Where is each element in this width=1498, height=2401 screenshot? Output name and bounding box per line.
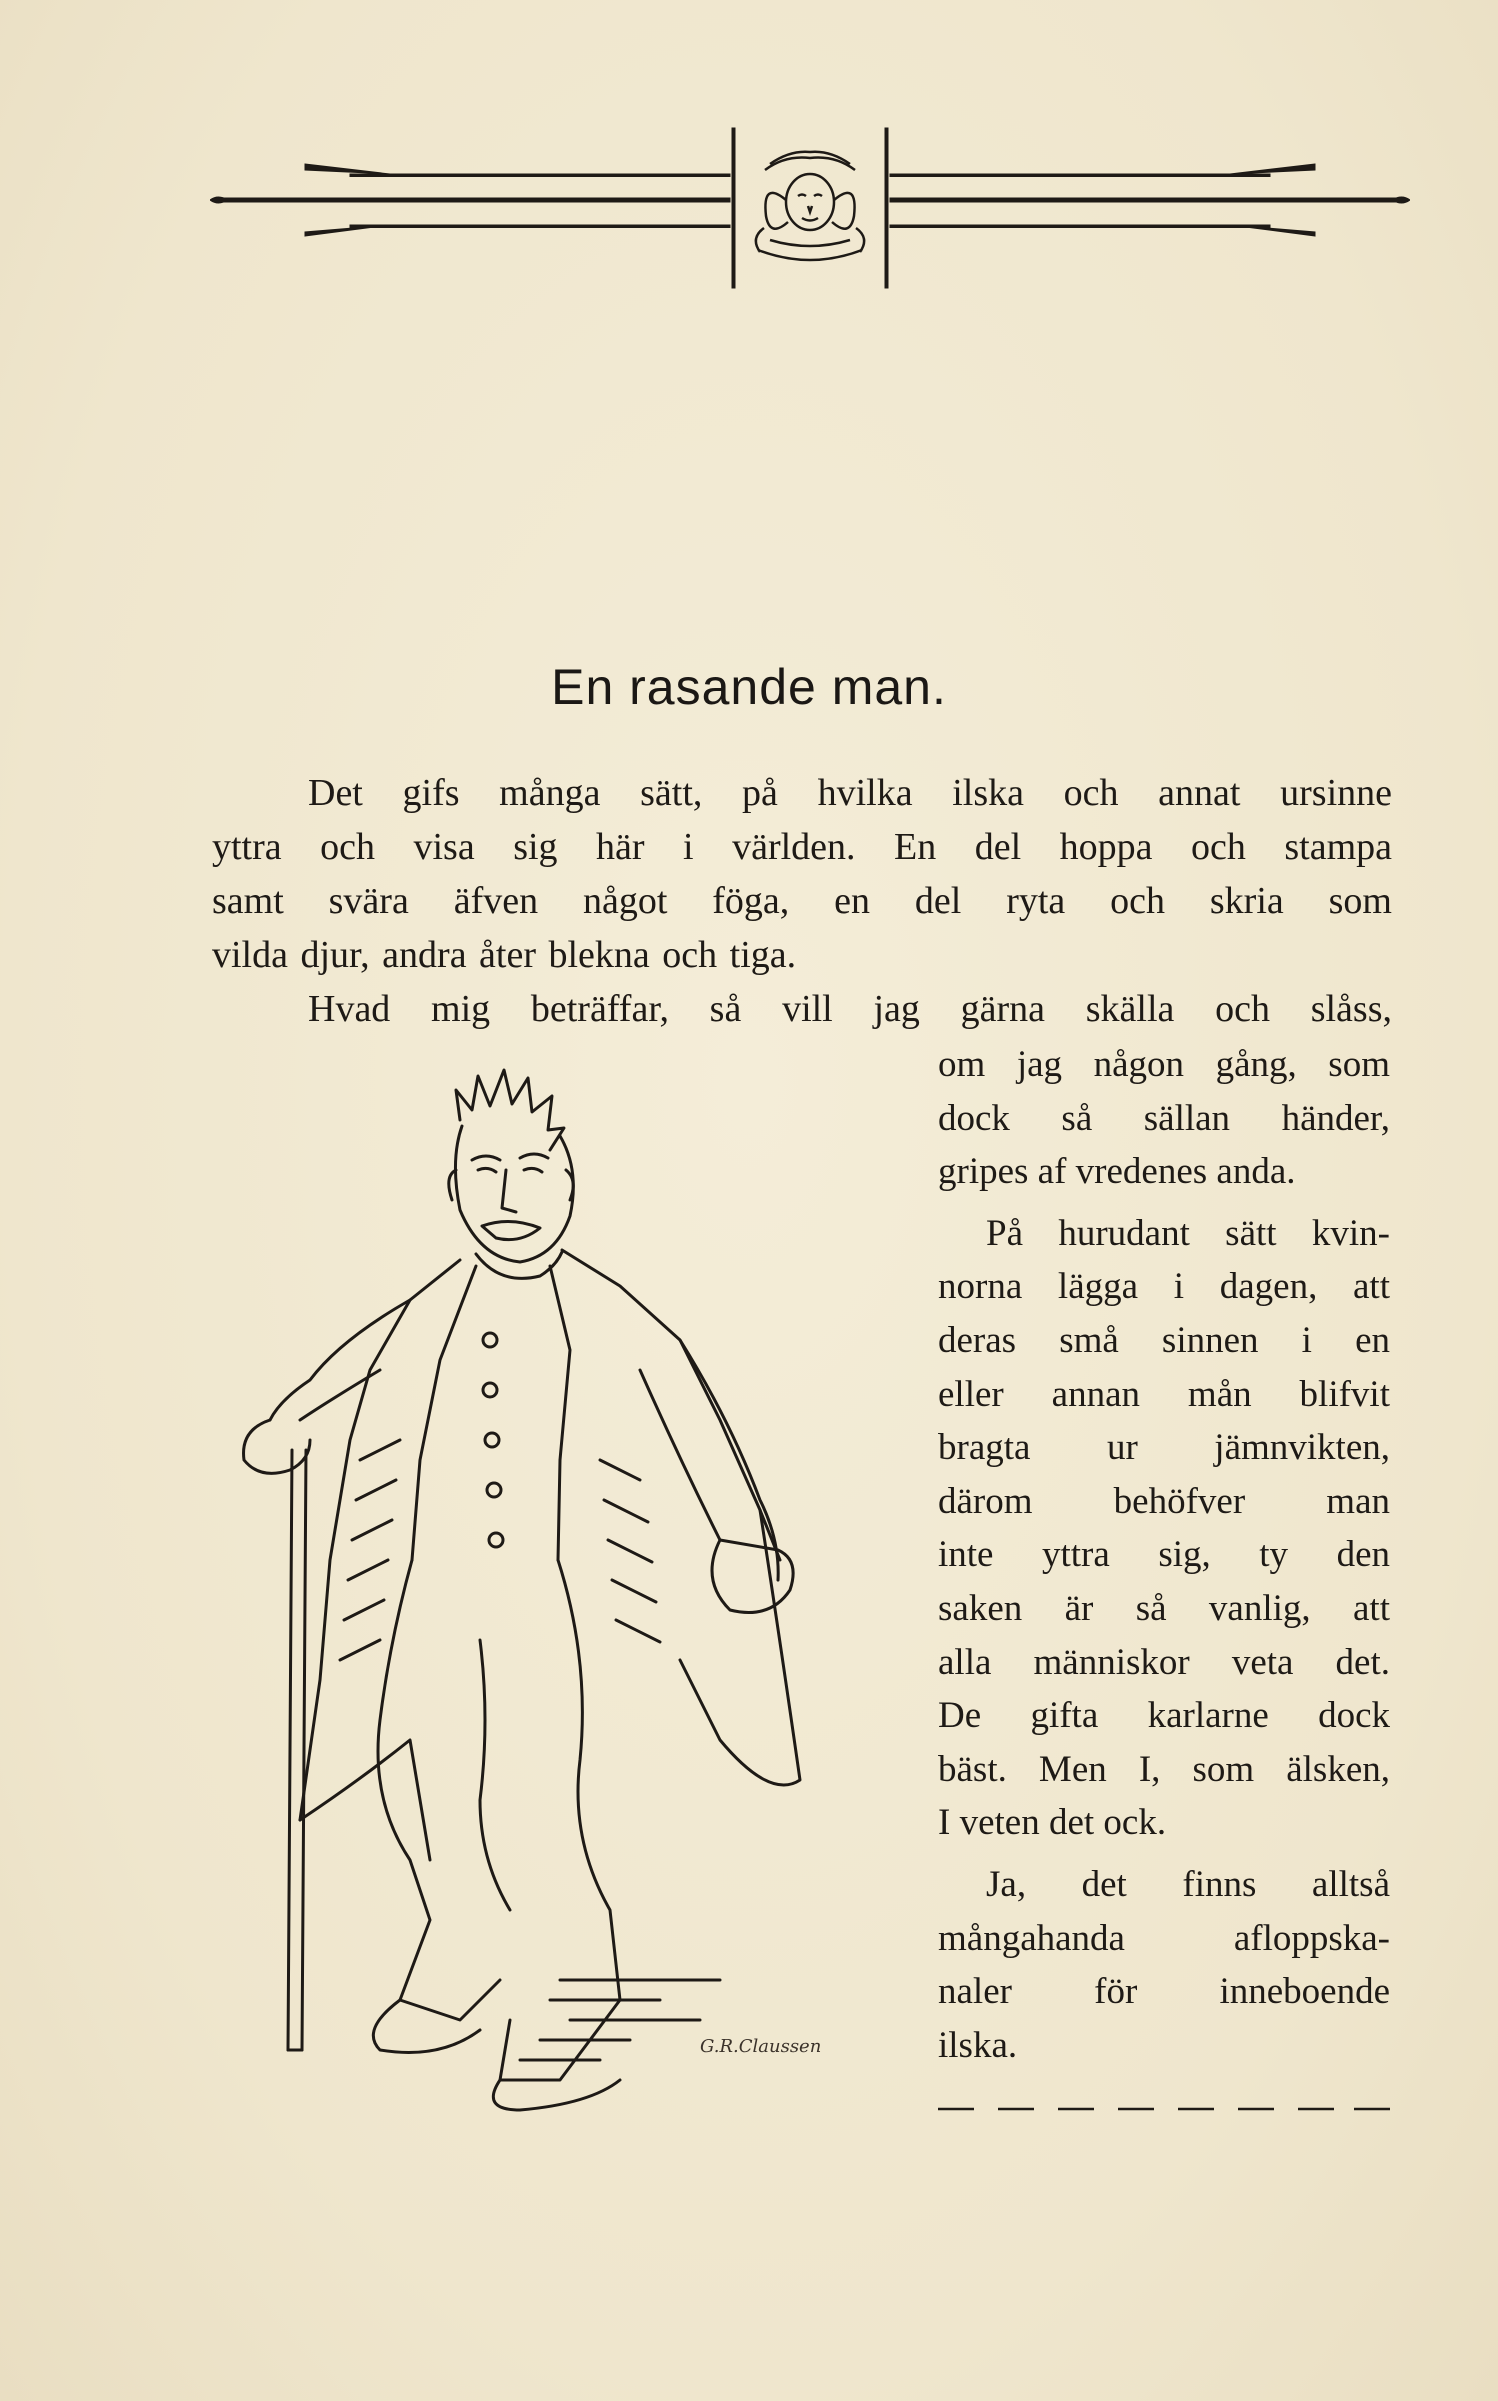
- column-line: Ja, det finns alltså: [986, 1863, 1390, 1905]
- column-line: I veten det ock.: [938, 1802, 1167, 1844]
- column-line: ilska.: [938, 2024, 1018, 2066]
- column-line: mångahanda afloppska-: [938, 1917, 1390, 1959]
- ornament-header: [210, 120, 1410, 290]
- column-line: De gifta karlarne dock: [938, 1695, 1390, 1737]
- column-line: saken är så vanlig, att: [938, 1587, 1390, 1629]
- column-line: På hurudant sätt kvin-: [986, 1212, 1390, 1254]
- column-line: norna lägga i dagen, att: [938, 1266, 1390, 1308]
- column-line: bäst. Men I, som älsken,: [938, 1748, 1390, 1790]
- intro-line: yttra och visa sig här i världen. En del hoppa och stampa: [212, 826, 1392, 868]
- column-line: bragta ur jämnvikten,: [938, 1427, 1390, 1469]
- illustration-signature: G.R.Claussen: [700, 2036, 822, 2057]
- column-line: inte yttra sig, ty den: [938, 1534, 1390, 1576]
- intro-line: samt svära äfven något föga, en del ryta och skria som: [212, 880, 1392, 922]
- column-line: gripes af vredenes anda.: [938, 1151, 1296, 1193]
- column-line: därom behöfver man: [938, 1480, 1390, 1522]
- closing-dashes: [938, 2104, 1390, 2114]
- column-line: naler för inneboende: [938, 1971, 1390, 2013]
- text-column: [938, 1038, 1390, 2072]
- angry-man-illustration: [160, 1040, 920, 2120]
- intro-paragraph: [212, 766, 1392, 1036]
- intro-line: vilda djur, andra åter blekna och tiga.: [212, 934, 797, 976]
- page-title: En rasande man.: [551, 659, 947, 715]
- column-line: deras små sinnen i en: [938, 1319, 1390, 1361]
- column-line: alla människor veta det.: [938, 1641, 1390, 1683]
- para2-first-line: Hvad mig beträffar, så vill jag gärna skälla och slåss,: [308, 988, 1392, 1030]
- intro-line: Det gifs många sätt, på hvilka ilska och annat ursinne: [308, 772, 1392, 814]
- column-line: dock så sällan händer,: [938, 1097, 1390, 1139]
- column-line: eller annan mån blifvit: [938, 1373, 1390, 1415]
- column-line: om jag någon gång, som: [938, 1044, 1390, 1085]
